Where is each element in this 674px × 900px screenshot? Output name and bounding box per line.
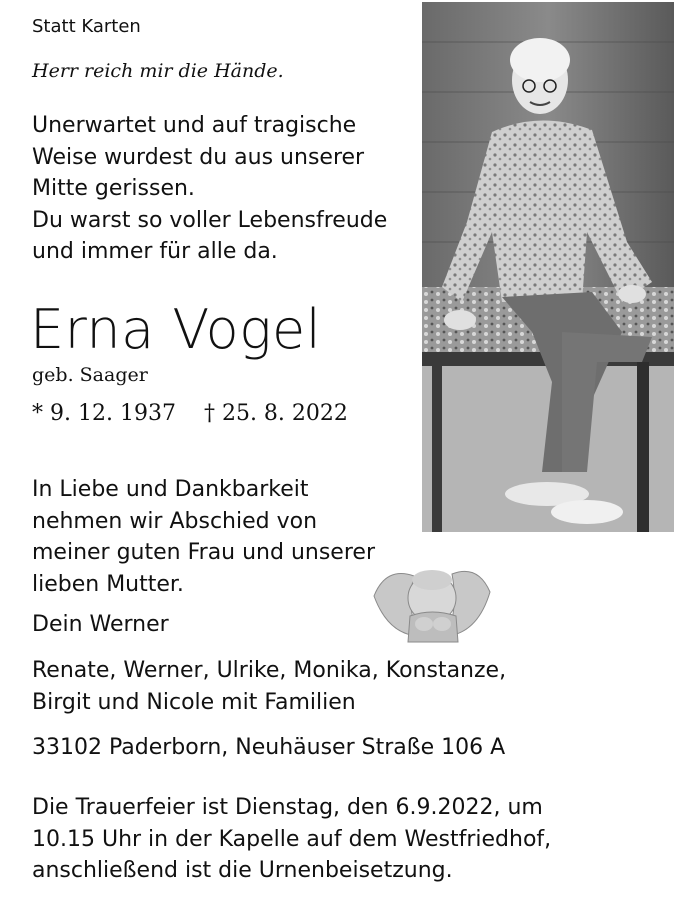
statt-karten-label: Statt Karten: [32, 16, 141, 37]
service-line: Die Trauerfeier ist Dienstag, den 6.9.2022, um: [32, 795, 543, 820]
spouse-signature: Dein Werner: [32, 612, 169, 637]
farewell-line: meiner guten Frau und unserer: [32, 540, 375, 565]
family-names: [32, 655, 506, 718]
memorial-verse: [32, 110, 387, 268]
birth-date: * 9. 12. 1937: [32, 401, 176, 426]
farewell-text: [32, 474, 375, 600]
farewell-line: nehmen wir Abschied von: [32, 508, 318, 534]
service-line: 10.15 Uhr in der Kapelle auf dem Westfriedhof,: [32, 826, 552, 852]
funeral-service-info: [32, 792, 551, 887]
motto: Herr reich mir die Hände.: [32, 60, 284, 82]
verse-line: Du warst so voller Lebensfreude: [32, 207, 388, 233]
verse-line: Weise wurdest du aus unserer: [32, 144, 365, 170]
address: 33102 Paderborn, Neuhäuser Straße 106 A: [32, 735, 506, 760]
life-dates: [32, 401, 348, 426]
verse-line: Unerwartet und auf tragische: [32, 113, 357, 138]
angel-figurine-icon: [366, 556, 498, 648]
portrait-photo: [422, 2, 674, 532]
deceased-name: Erna Vogel: [30, 298, 322, 361]
farewell-line: In Liebe und Dankbarkeit: [32, 477, 309, 502]
family-line: Renate, Werner, Ulrike, Monika, Konstanze,: [32, 658, 507, 683]
farewell-line: lieben Mutter.: [32, 571, 184, 597]
family-line: Birgit und Nicole mit Familien: [32, 689, 356, 715]
verse-line: und immer für alle da.: [32, 239, 278, 264]
death-date: † 25. 8. 2022: [203, 401, 348, 426]
service-line: anschließend ist die Urnenbeisetzung.: [32, 858, 453, 883]
verse-line: Mitte gerissen.: [32, 176, 195, 201]
birth-name: geb. Saager: [32, 364, 148, 386]
